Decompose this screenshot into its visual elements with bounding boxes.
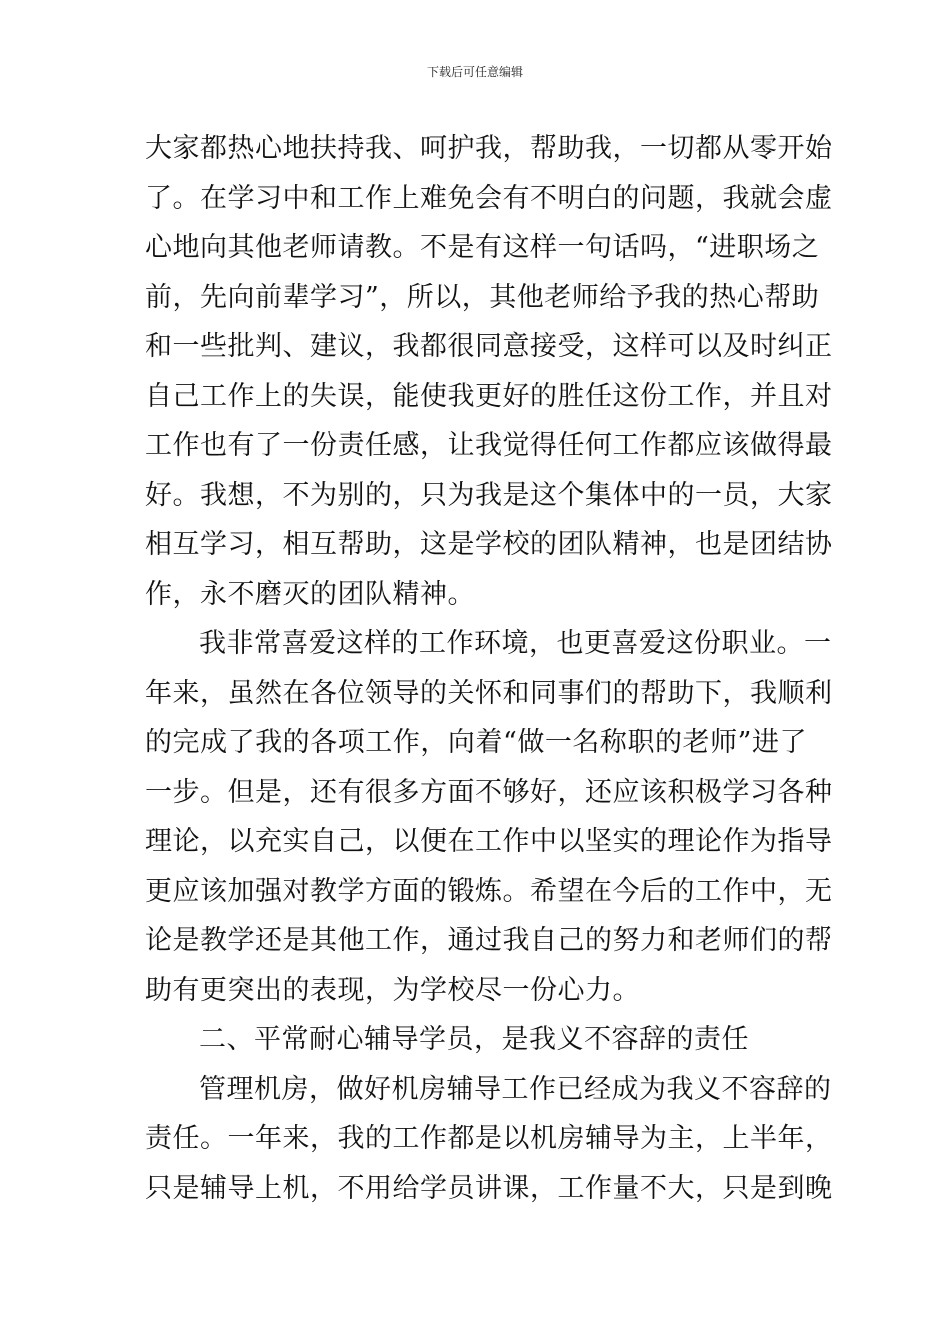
section-heading: 二、平常耐心辅导学员，是我义不容辞的责任 [199, 1024, 749, 1055]
text-line: 大家都热心地扶持我、呵护我，帮助我，一切都从零开始 [145, 133, 833, 164]
text-line: 作，永不磨灭的团队精神。 [145, 578, 475, 610]
text-line: 自己工作上的失误，能使我更好的胜任这份工作，并且对 [145, 380, 833, 412]
text-line: 理论，以充实自己，以便在工作中以坚实的理论作为指导 [145, 826, 833, 857]
text-line: 相互学习，相互帮助，这是学校的团队精神，也是团结协 [145, 529, 833, 560]
paragraph-first-line: 管理机房，做好机房辅导工作已经成为我义不容辞的 [199, 1073, 832, 1105]
text-line: 年来，虽然在各位领导的关怀和同事们的帮助下，我顺利 [145, 677, 833, 709]
text-line: 的完成了我的各项工作，向着“做一名称职的老师”进了 [145, 727, 807, 758]
text-line: 前，先向前辈学习”，所以，其他老师给予我的热心帮助 [145, 281, 820, 313]
paragraph-first-line: 我非常喜爱这样的工作环境，也更喜爱这份职业。一 [199, 628, 832, 659]
text-line: 论是教学还是其他工作，通过我自己的努力和老师们的帮 [145, 925, 833, 956]
text-line: 责任。一年来，我的工作都是以机房辅导为主，上半年， [145, 1123, 833, 1154]
text-line: 一步。但是，还有很多方面不够好，还应该积极学习各种 [145, 776, 833, 808]
text-line: 助有更突出的表现，为学校尽一份心力。 [145, 974, 640, 1006]
text-line: 和一些批判、建议，我都很同意接受，这样可以及时纠正 [145, 331, 833, 362]
text-line: 工作也有了一份责任感，让我觉得任何工作都应该做得最 [145, 430, 833, 461]
document-body [145, 124, 833, 1213]
text-line: 更应该加强对教学方面的锻炼。希望在今后的工作中，无 [145, 875, 833, 907]
text-line: 了。在学习中和工作上难免会有不明白的问题，我就会虚 [145, 182, 833, 214]
text-line: 好。我想，不为别的，只为我是这个集体中的一员，大家 [145, 479, 833, 511]
text-line: 只是辅导上机，不用给学员讲课，工作量不大，只是到晚 [145, 1172, 833, 1204]
page-header-note: 下载后可任意编辑 [426, 65, 523, 79]
text-line: 心地向其他老师请教。不是有这样一句话吗，“进职场之 [145, 232, 820, 263]
